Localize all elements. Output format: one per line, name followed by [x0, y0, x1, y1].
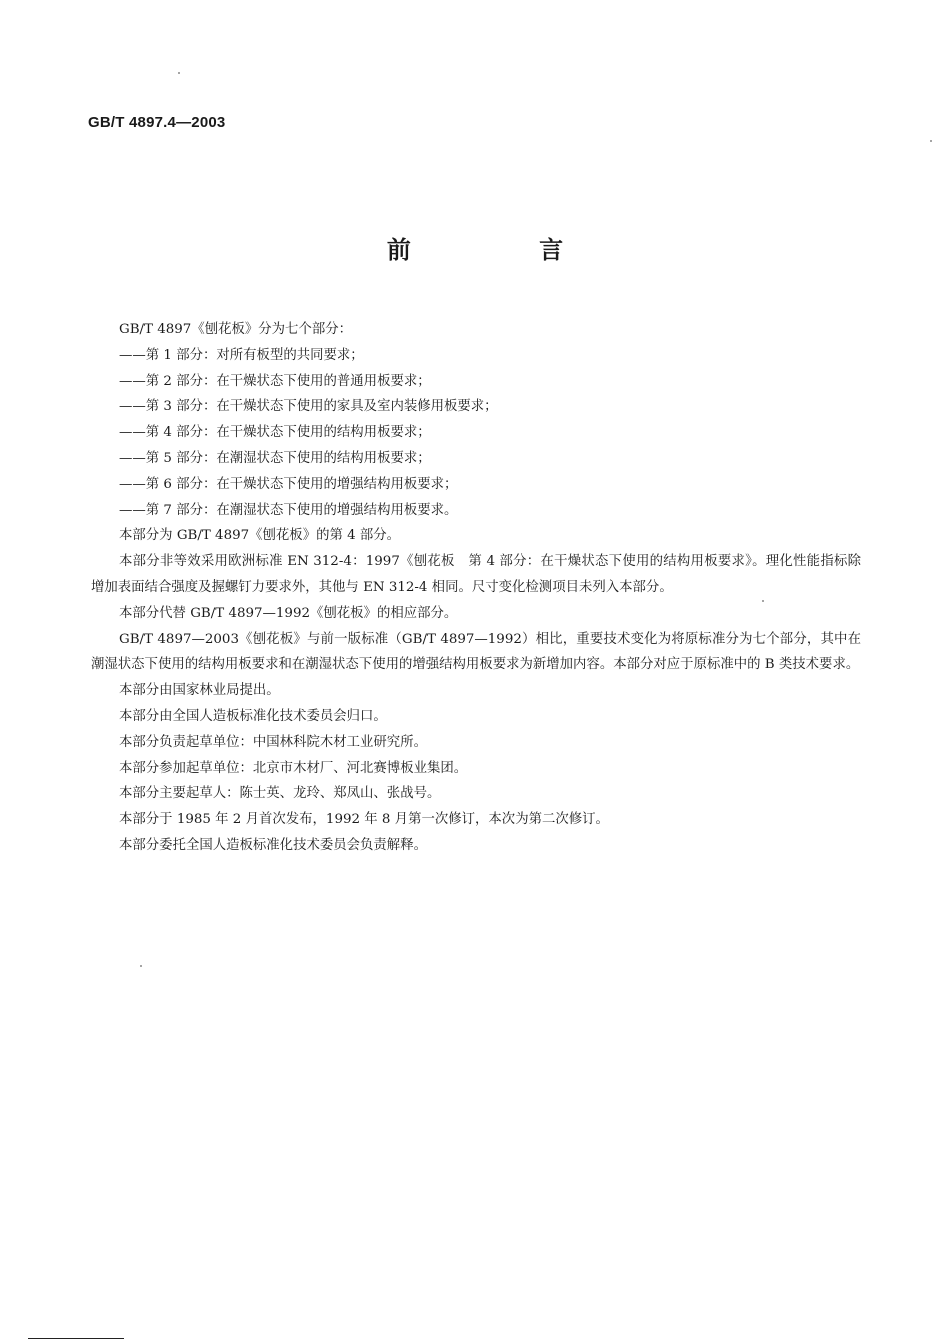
- paragraph: 本部分代替 GB/T 4897—1992《刨花板》的相应部分。: [119, 605, 458, 621]
- scan-speck: [930, 140, 932, 142]
- paragraph: 本部分负责起草单位：中国林科院木材工业研究所。: [119, 734, 427, 750]
- list-item: ——第 7 部分：在潮湿状态下使用的增强结构用板要求。: [119, 502, 458, 518]
- list-item: ——第 3 部分：在干燥状态下使用的家具及室内装修用板要求；: [119, 399, 498, 415]
- paragraph: 本部分主要起草人：陈士英、龙玲、郑凤山、张战号。: [119, 786, 441, 802]
- paragraph: 本部分非等效采用欧洲标准 EN 312-4：1997《刨花板 第 4 部分：在干燥状态下使用的结构用板要求》。理化性能指标除增加表面结合强度及握螺钉力要求外，其他与 EN 312-4 相同。尺寸变化检测项目未列入本部分。: [91, 554, 861, 595]
- list-item: ——第 2 部分：在干燥状态下使用的普通用板要求；: [119, 373, 431, 389]
- paragraph: GB/T 4897《刨花板》分为七个部分：: [119, 322, 353, 337]
- bottom-rule: [28, 1338, 124, 1339]
- paragraph: 本部分由国家林业局提出。: [119, 683, 280, 699]
- list-item: ——第 6 部分：在干燥状态下使用的增强结构用板要求；: [119, 476, 458, 492]
- foreword-body: [91, 317, 861, 859]
- scan-speck: [762, 600, 764, 602]
- page-title: 前 言: [386, 236, 624, 264]
- paragraph: 本部分于 1985 年 2 月首次发布，1992 年 8 月第一次修订，本次为第二次修订。: [119, 812, 609, 828]
- paragraph: 本部分委托全国人造板标准化技术委员会负责解释。: [119, 837, 427, 853]
- paragraph: 本部分由全国人造板标准化技术委员会归口。: [119, 708, 387, 724]
- list-item: ——第 5 部分：在潮湿状态下使用的结构用板要求；: [119, 450, 431, 466]
- list-item: ——第 1 部分：对所有板型的共同要求；: [119, 347, 364, 363]
- scan-speck: [140, 965, 142, 967]
- standard-code: GB/T 4897.4—2003: [88, 114, 226, 131]
- paragraph: 本部分为 GB/T 4897《刨花板》的第 4 部分。: [119, 528, 401, 544]
- scan-speck: [178, 72, 180, 74]
- list-item: ——第 4 部分：在干燥状态下使用的结构用板要求；: [119, 425, 431, 441]
- paragraph: GB/T 4897—2003《刨花板》与前一版标准（GB/T 4897—1992）相比，重要技术变化为将原标准分为七个部分，其中在潮湿状态下使用的结构用板要求和在潮湿状态下使用的增强结构用板要求为新增加内容。本部分对应于原标准中的 B 类技术要求。: [91, 631, 861, 673]
- paragraph: 本部分参加起草单位：北京市木材厂、河北赛博板业集团。: [119, 760, 468, 776]
